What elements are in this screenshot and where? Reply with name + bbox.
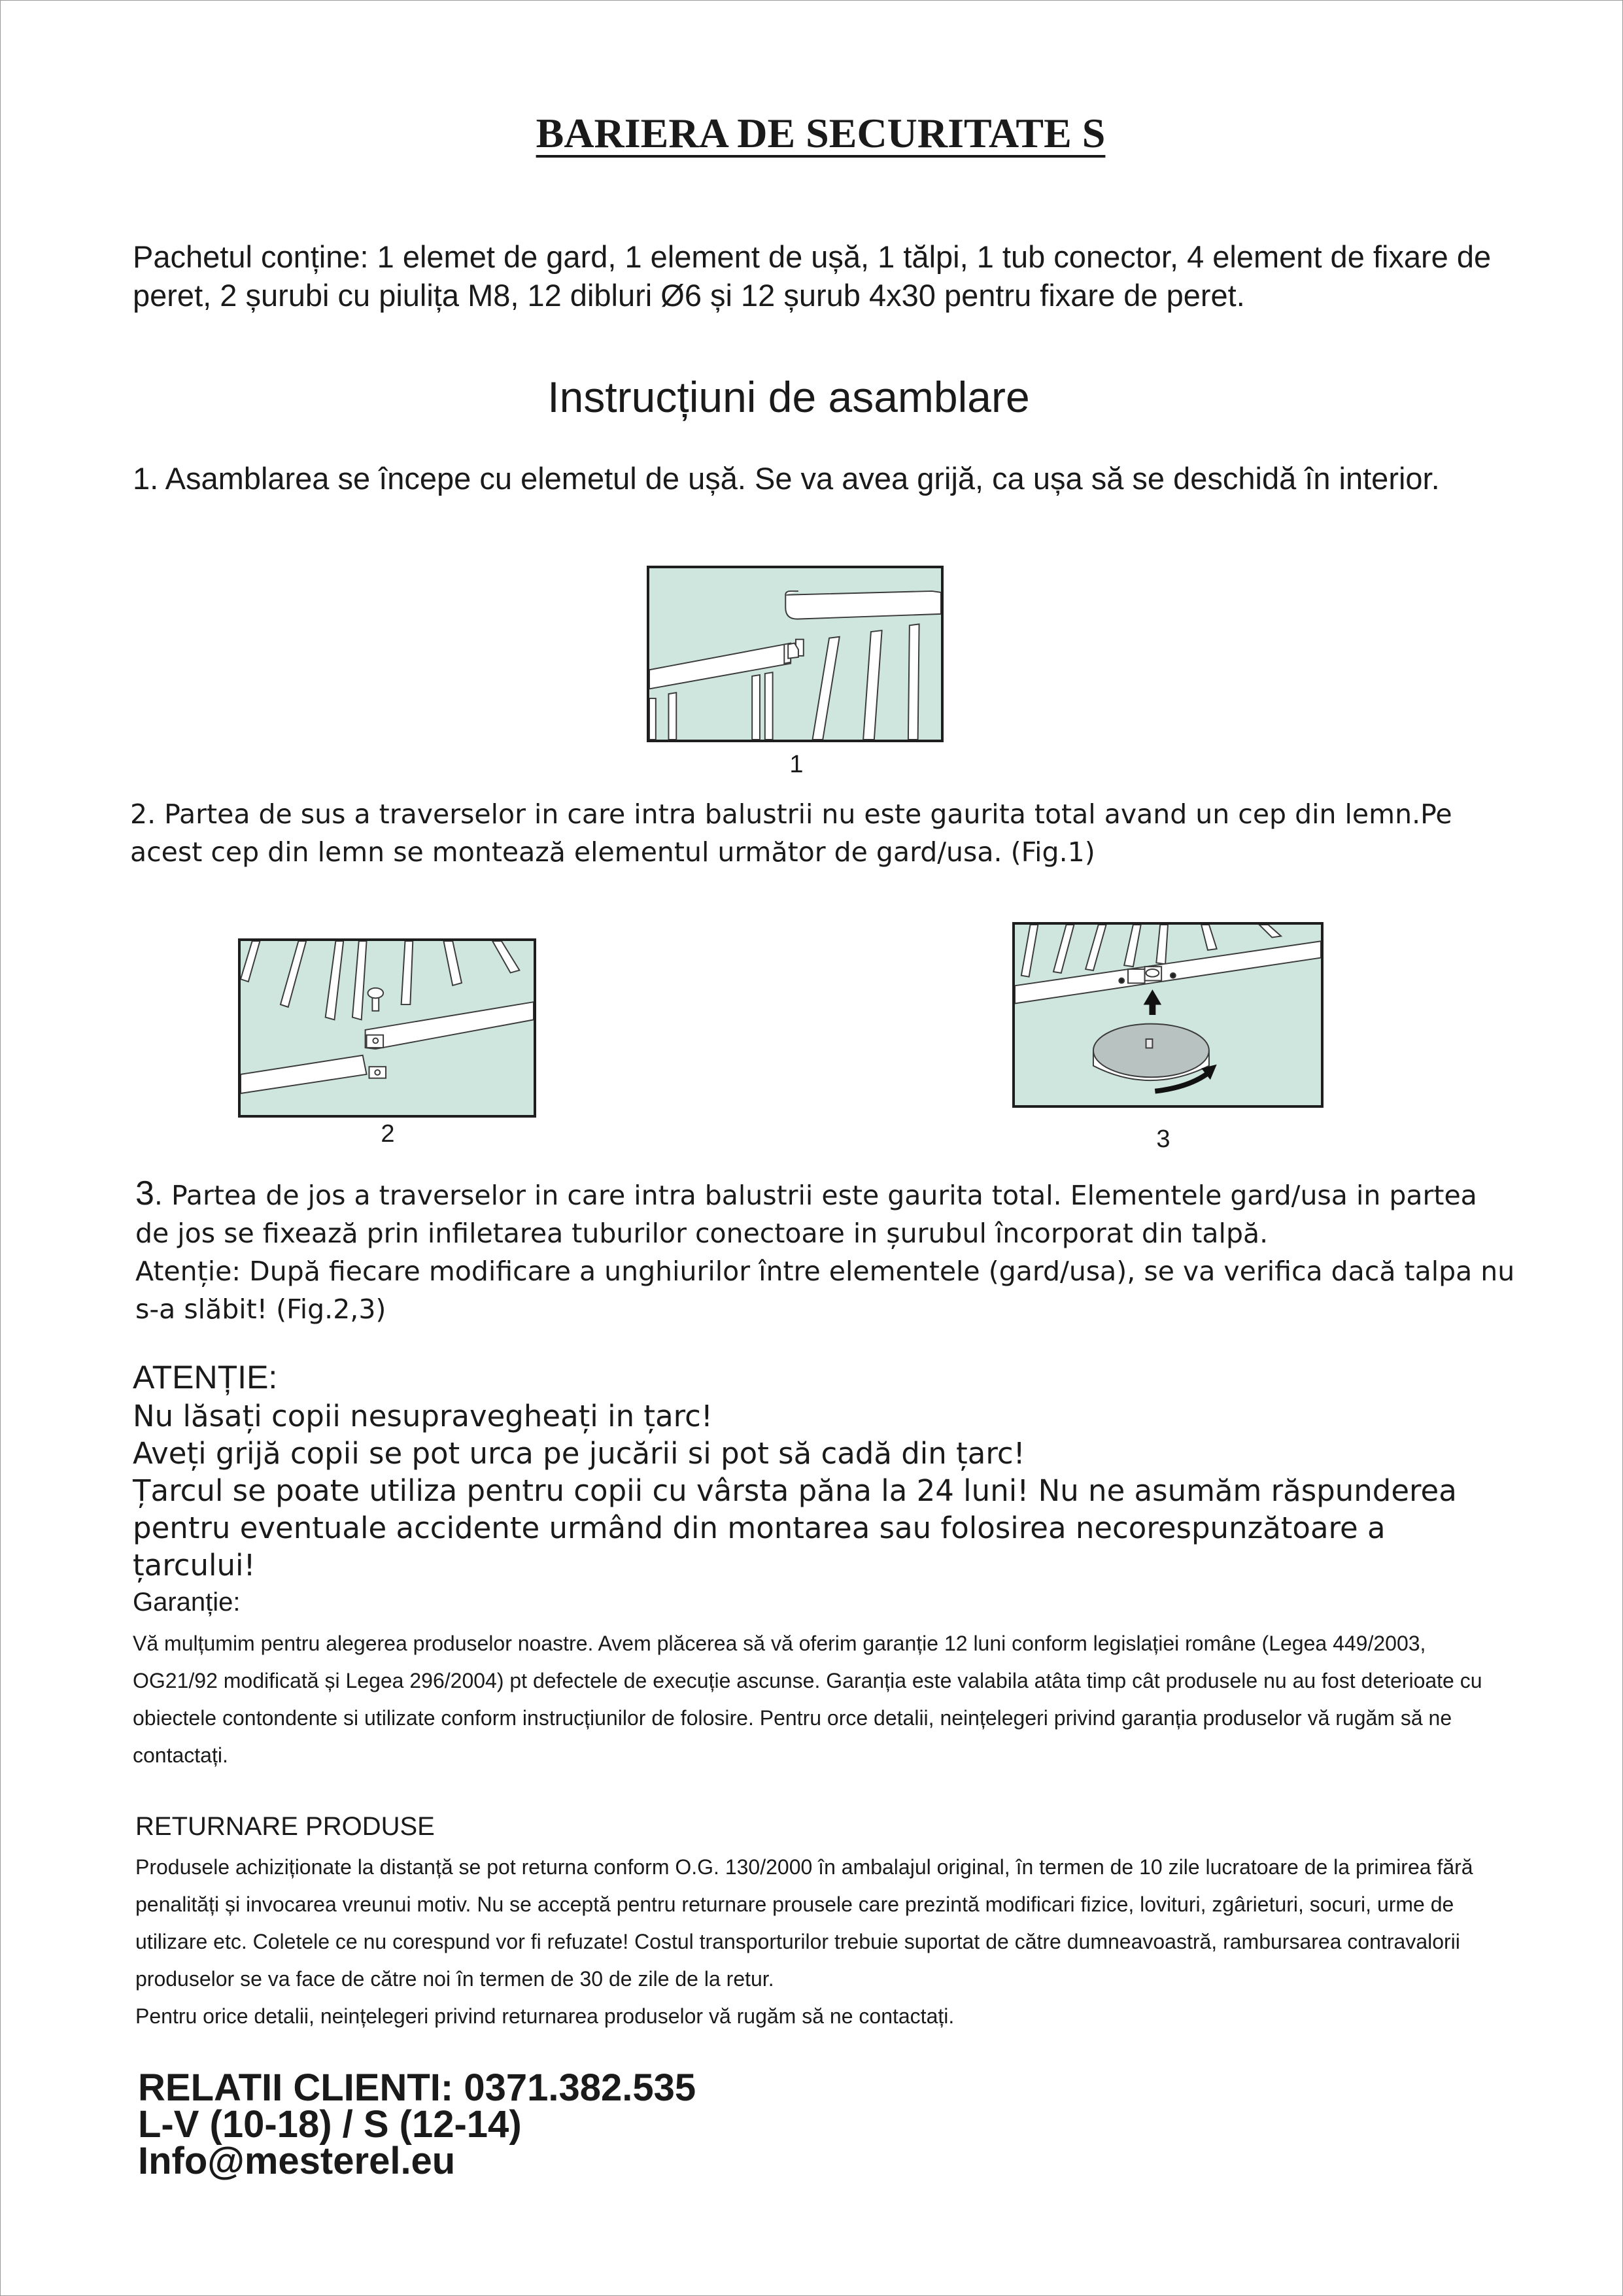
attention-list <box>133 1397 1512 1584</box>
step-3-description: . Partea de jos a traverselor in care intra balustrii este gaurita total. Elementele gard/usa in partea de jos se fixează prin infiletarea tuburilor conectoare in șurubul încorporat din talpă. <box>135 1180 1477 1249</box>
returns-section <box>135 1849 1515 2035</box>
returns-heading: RETURNARE PRODUSE <box>135 1812 435 1841</box>
figure-2-illustration <box>238 938 536 1118</box>
returns-text: Produsele achiziționate la distanță se pot returna conform O.G. 130/2000 în ambalajul original, în termen de 10 zile lucratoare de la primirea fără penalități și invocarea vreunui motiv. Nu se acceptă pentru returnare prousele care prezintă modificari fizice, lovituri, zgârieturi, socuri, urme de utilizare etc. Coletele ce nu corespund vor fi refuzate! Costul transporturilor trebuie suportat de către dumneavoastră, rambursarea contravalorii produselor se va face de către noi în termen de 30 de zile de la retur. <box>135 1855 1473 1991</box>
step-3-block <box>135 1174 1515 1328</box>
warranty-heading: Garanție: <box>133 1588 241 1617</box>
step-3-number: 3 <box>135 1174 154 1212</box>
attention-line: Nu lăsați copii nesupravegheați in țarc! <box>133 1399 713 1433</box>
figure-3-caption: 3 <box>1156 1125 1170 1153</box>
document-title: BARIERA DE SECURITATE S <box>536 110 1106 156</box>
returns-contact-note: Pentru orice detalii, neințelegeri privind returnarea produselor vă rugăm să ne contactați. <box>135 2004 955 2028</box>
step-2-text: 2. Partea de sus a traverselor in care intra balustrii nu este gaurita total avand un cep din lemn.Pe acest cep din lemn se montează elementul următor de gard/usa. (Fig.1) <box>130 798 1452 868</box>
contact-email: Info@mesterel.eu <box>138 2140 456 2182</box>
step-1-text: 1. Asamblarea se începe cu elemetul de ușă. Se va avea grijă, ca ușa să se deschidă în interior. <box>133 461 1440 496</box>
figure-1-illustration <box>647 566 944 742</box>
figure-3-illustration <box>1012 922 1324 1108</box>
attention-heading: ATENȚIE: <box>133 1359 278 1396</box>
attention-line: Țarcul se poate utiliza pentru copii cu vârsta păna la 24 luni! Nu ne asumăm răspunderea pentru eventuale accidente urmând din montarea sau folosirea necorespunzătoare a țarcului! <box>133 1473 1457 1583</box>
contact-phone: RELATII CLIENTI: 0371.382.535 <box>138 2066 696 2109</box>
step-3-note: Atenție: După fiecare modificare a unghiurilor între elementele (gard/usa), se va verifica dacă talpa nu s-a slăbit! (Fig.2,3) <box>135 1256 1515 1325</box>
assembly-heading: Instrucțiuni de asamblare <box>547 373 1030 421</box>
contact-hours: L-V (10-18) / S (12-14) <box>138 2103 522 2146</box>
figure-2-caption: 2 <box>381 1120 395 1148</box>
step-3-text <box>135 1174 1515 1252</box>
package-contents: Pachetul conține: 1 elemet de gard, 1 element de ușă, 1 tălpi, 1 tub conector, 4 element de fixare de peret, 2 șurubi cu piulița M8, 12 dibluri Ø6 și 12 șurub 4x30 pentru fixare de peret. <box>133 239 1492 313</box>
customer-contact <box>138 2066 696 2182</box>
attention-line: Aveți grijă copii se pot urca pe jucării si pot să cadă din țarc! <box>133 1436 1025 1471</box>
warranty-text: Vă mulțumim pentru alegerea produselor noastre. Avem plăcerea să vă oferim garanție 12 luni conform legislației române (Legea 449/2003, OG21/92 modificată și Legea 296/2004) pt defectele de execuție ascunse. Garanția este valabila atâta timp cât produsele nu au fost deterioate cu obiectele contondente si utilizate conform instrucțiunilor de folosire. Pentru orce detalii, neințelegeri privind garanția produselor vă rugăm să ne contactați. <box>133 1632 1482 1767</box>
figure-1-caption: 1 <box>789 751 804 778</box>
